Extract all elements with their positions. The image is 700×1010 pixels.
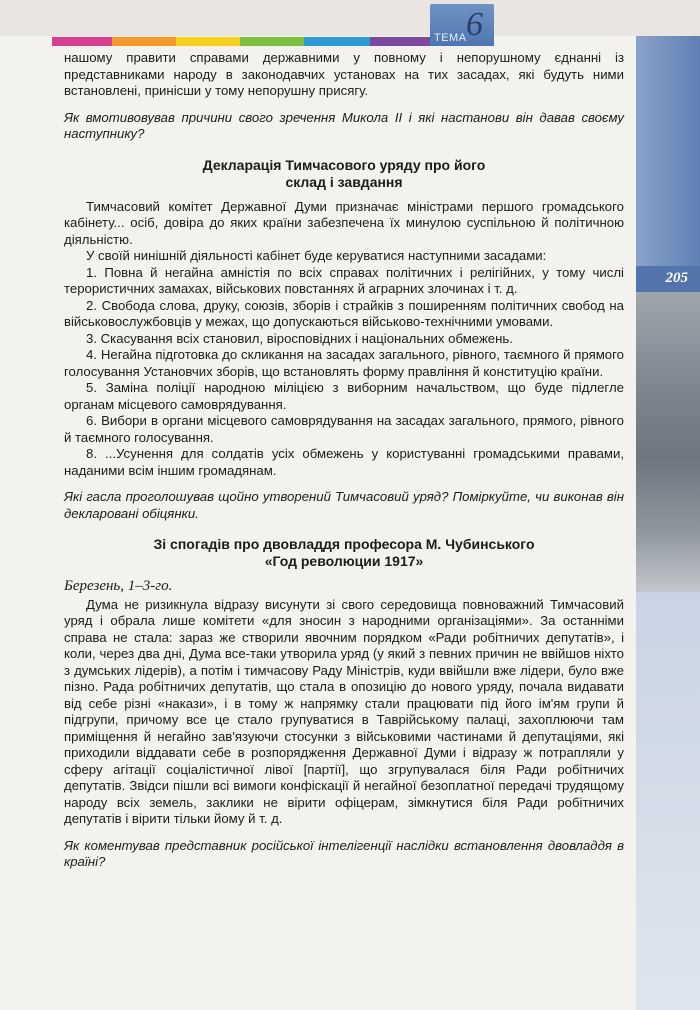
page-content bbox=[64, 50, 624, 871]
side-margin-band bbox=[636, 36, 700, 266]
date-line: Березень, 1–3-го. bbox=[64, 578, 173, 594]
list-item: 2. Свобода слова, друку, союзів, зборів і страйків з поширенням політичних свобод на військовослужбовців у межах, що допускаються військово-технічними умовами. bbox=[64, 297, 624, 329]
color-stripe-yellow bbox=[176, 37, 240, 46]
heading-line: Декларація Тимчасового уряду про його bbox=[202, 156, 486, 173]
section-heading bbox=[64, 157, 624, 191]
list-item: 3. Скасування всіх становил, віросповідних і національних обмежень. bbox=[86, 330, 513, 346]
color-stripe-green bbox=[240, 37, 304, 46]
page-header-band bbox=[0, 0, 700, 36]
question-paragraph: Які гасла проголошував щойно утворений Тимчасовий уряд? Поміркуйте, чи виконав він декларовані обіцянки. bbox=[64, 489, 624, 521]
body-paragraph: У своїй нинішній діяльності кабінет буде керуватися наступними засадами: bbox=[86, 248, 547, 263]
color-stripe-blue bbox=[304, 37, 370, 46]
question-paragraph: Як коментував представник російської інтелігенції наслідки встановлення двовладдя в країні? bbox=[64, 837, 624, 869]
section-heading bbox=[64, 536, 624, 570]
color-stripe-purple bbox=[370, 37, 430, 46]
list-item: 5. Заміна поліції народною міліцією з виборним начальством, що буде підлегле органам місцевого самоврядування. bbox=[64, 380, 624, 412]
heading-line: склад і завдання bbox=[285, 173, 403, 190]
list-item: 1. Повна й негайна амністія по всіх справах політичних і релігійних, у тому числі терористичних замахах, військових повстаннях й аграрних злочинах і т. д. bbox=[64, 264, 624, 296]
topic-label: ТЕМА bbox=[434, 32, 467, 44]
color-stripe-orange bbox=[112, 37, 176, 46]
page-number: 205 bbox=[665, 270, 688, 286]
heading-line: Зі спогадів про двовладдя професора М. Чубинського bbox=[153, 536, 535, 552]
side-margin-lower bbox=[636, 592, 700, 1010]
side-historical-photo bbox=[636, 292, 700, 592]
color-stripe-pink bbox=[52, 37, 112, 46]
list-item: 4. Негайна підготовка до скликання на засадах загального, рівного, таємного й прямого голосування Установчих зборів, що встановлять форму правління й конституцію країни. bbox=[64, 347, 624, 379]
body-paragraph: Тимчасовий комітет Державної Думи призначає міністрами першого громадського кабінету... осіб, довіра до яких країни забезпечена їх минулою суспільною й політичною діяльністю. bbox=[64, 198, 624, 247]
body-paragraph: Дума не ризикнула відразу висунути зі свого середовища повноважний Тимчасовий уряд і обрала лише комітети «для зносин з народними організаціями». За останніми справа не стала: зараз же створили явочним порядком «Ради робітничих депутатів», і коли, через два дні, Дума все-таки утворила уряд (у який з певних причин не ввійшов ніхто з думських лідерів), а потім і тимчасову Раду Міністрів, куди ввійшли вже лідери, було вже пізно. Рада робітничих депутатів, що стала в опозицію до нового уряду, почала видавати від себе різні «накази», і в тому ж напрямку стали працювати під його ім'ям групи й підгрупи, причому все це стало групуватися в Таврійському палаці, захоплюючи там приміщення й негайно зав'язуючи стосунки з військовими частинами й депутаціями, які приходили віддавати себе в розпорядження Державної Думи і відразу ж потрапляли у сферу агітації соціалістичної лівої [партії], що згрупувалася біля Ради робітничих депутатів. Звідси пішли всі вимоги конфіскації й негайної безоплатної передачі трудящому народу всіх земель, заклики не вірити офіцерам, зімкнутися біля Ради робітничих депутатів і вірити тільки йому й т. д. bbox=[64, 596, 624, 826]
question-paragraph: Як вмотивовував причини свого зречення Микола II і які настанови він давав своєму наступнику? bbox=[64, 109, 624, 141]
list-item: 6. Вибори в органи місцевого самоврядування на засадах загального, прямого, рівного й таємного голосування. bbox=[64, 413, 624, 445]
intro-paragraph: нашому правити справами державними у повному і непорушному єднанні із представниками народу в законодавчих установах на тих засадах, які будуть ними встановлені, принісши у тому непорушну присягу. bbox=[64, 50, 624, 98]
topic-tab bbox=[430, 4, 494, 46]
topic-number: 6 bbox=[466, 6, 483, 43]
list-item: 8. ...Усунення для солдатів усіх обмежень у користуванні громадськими правами, наданими всім іншим громадянам. bbox=[64, 446, 624, 478]
heading-line: «Год революции 1917» bbox=[264, 553, 424, 569]
